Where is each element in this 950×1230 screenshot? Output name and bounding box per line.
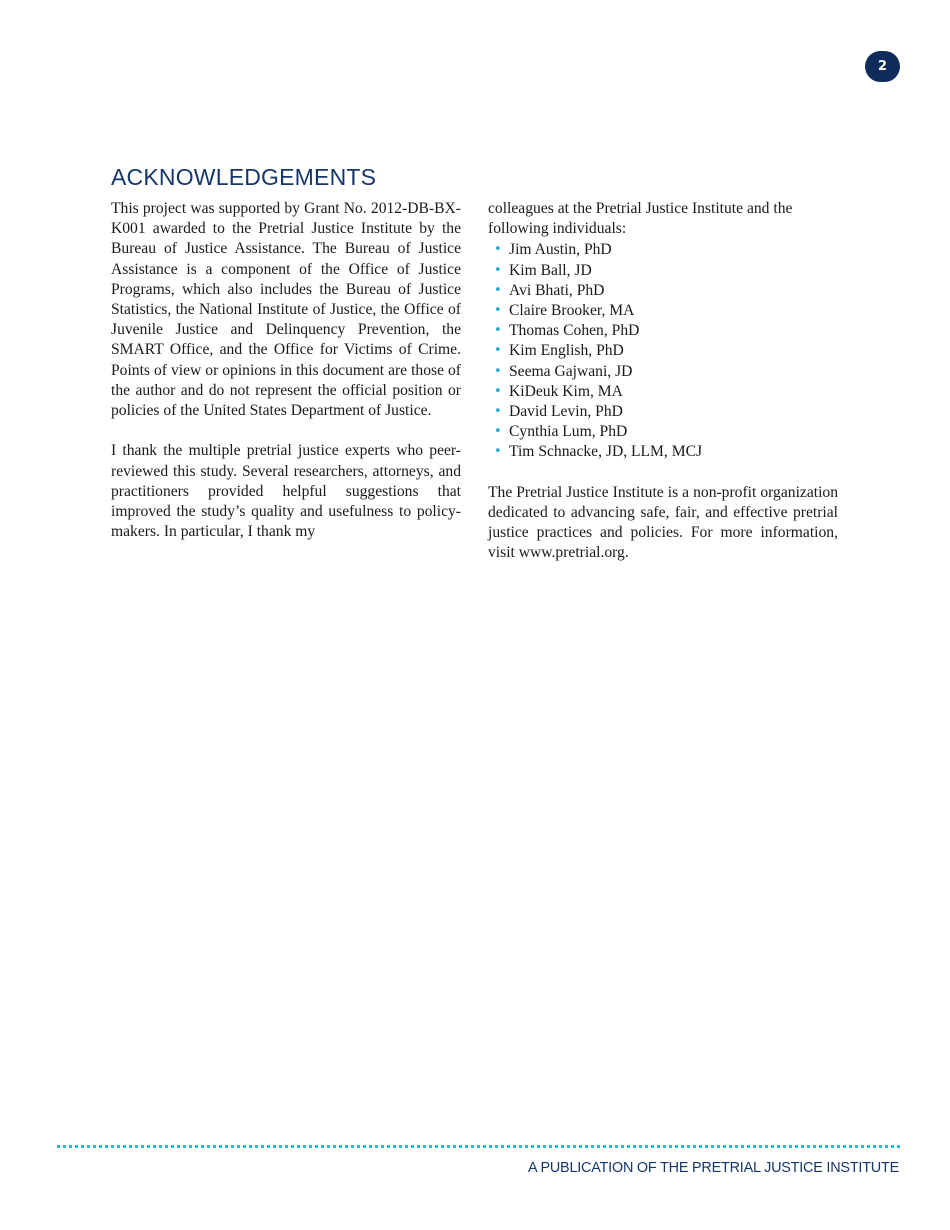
- thanks-paragraph: I thank the multiple pretrial justice experts who peer-reviewed this study. Several researchers, attorneys, and practitioners provided helpful suggestions that improved the study’s quality and usefulness to policy-makers. In particular, I thank my: [111, 442, 461, 541]
- left-column: [111, 199, 461, 542]
- list-item: • Cynthia Lum, PhD: [488, 422, 838, 442]
- list-item: • Jim Austin, PhD: [488, 240, 838, 260]
- list-item: • KiDeuk Kim, MA: [488, 382, 838, 402]
- bullet-icon: •: [494, 343, 502, 359]
- list-item: • David Levin, PhD: [488, 402, 838, 422]
- thanks-continuation: colleagues at the Pretrial Justice Institute and the following individuals:: [488, 200, 793, 238]
- bullet-icon: •: [494, 363, 502, 379]
- bullet-icon: •: [494, 262, 502, 278]
- list-item: • Kim Ball, JD: [488, 261, 838, 281]
- list-item: • Kim English, PhD: [488, 341, 838, 361]
- reviewer-list: [488, 240, 838, 462]
- bullet-icon: •: [494, 323, 502, 339]
- bullet-icon: •: [494, 383, 502, 399]
- bullet-icon: •: [494, 444, 502, 460]
- bullet-icon: •: [494, 282, 502, 298]
- page-number-badge: 2: [865, 51, 900, 82]
- institute-paragraph: The Pretrial Justice Institute is a non-profit organization dedicated to advancing safe, fair, and effective pretrial justice practices and policies. For more information, visit www.pretrial.org.: [488, 483, 838, 562]
- bullet-icon: •: [494, 242, 502, 258]
- bullet-icon: •: [494, 404, 502, 420]
- bullet-icon: •: [494, 424, 502, 440]
- list-item: • Seema Gajwani, JD: [488, 362, 838, 382]
- footer-publication-line: A PUBLICATION OF THE PRETRIAL JUSTICE INSTITUTE: [528, 1160, 899, 1176]
- section-heading: ACKNOWLEDGEMENTS: [111, 164, 377, 190]
- grant-paragraph: This project was supported by Grant No. 2012-DB-BX-K001 awarded to the Pretrial Justice Institute by the Bureau of Justice Assistance. The Bureau of Justice Assistance is a component of the Office of Justice Programs, which also includes the Bureau of Justice Statistics, the National Institute of Justice, the Office of Juvenile Justice and Delinquency Prevention, the SMART Office, and the Office for Victims of Crime. Points of view or opinions in this document are those of the author and do not represent the official position or policies of the United States Department of Justice.: [111, 200, 461, 420]
- footer-divider: [57, 1145, 900, 1148]
- right-column: [488, 199, 838, 564]
- list-item: • Avi Bhati, PhD: [488, 281, 838, 301]
- list-item: • Claire Brooker, MA: [488, 301, 838, 321]
- list-item: • Thomas Cohen, PhD: [488, 321, 838, 341]
- bullet-icon: •: [494, 303, 502, 319]
- list-item: • Tim Schnacke, JD, LLM, MCJ: [488, 442, 838, 462]
